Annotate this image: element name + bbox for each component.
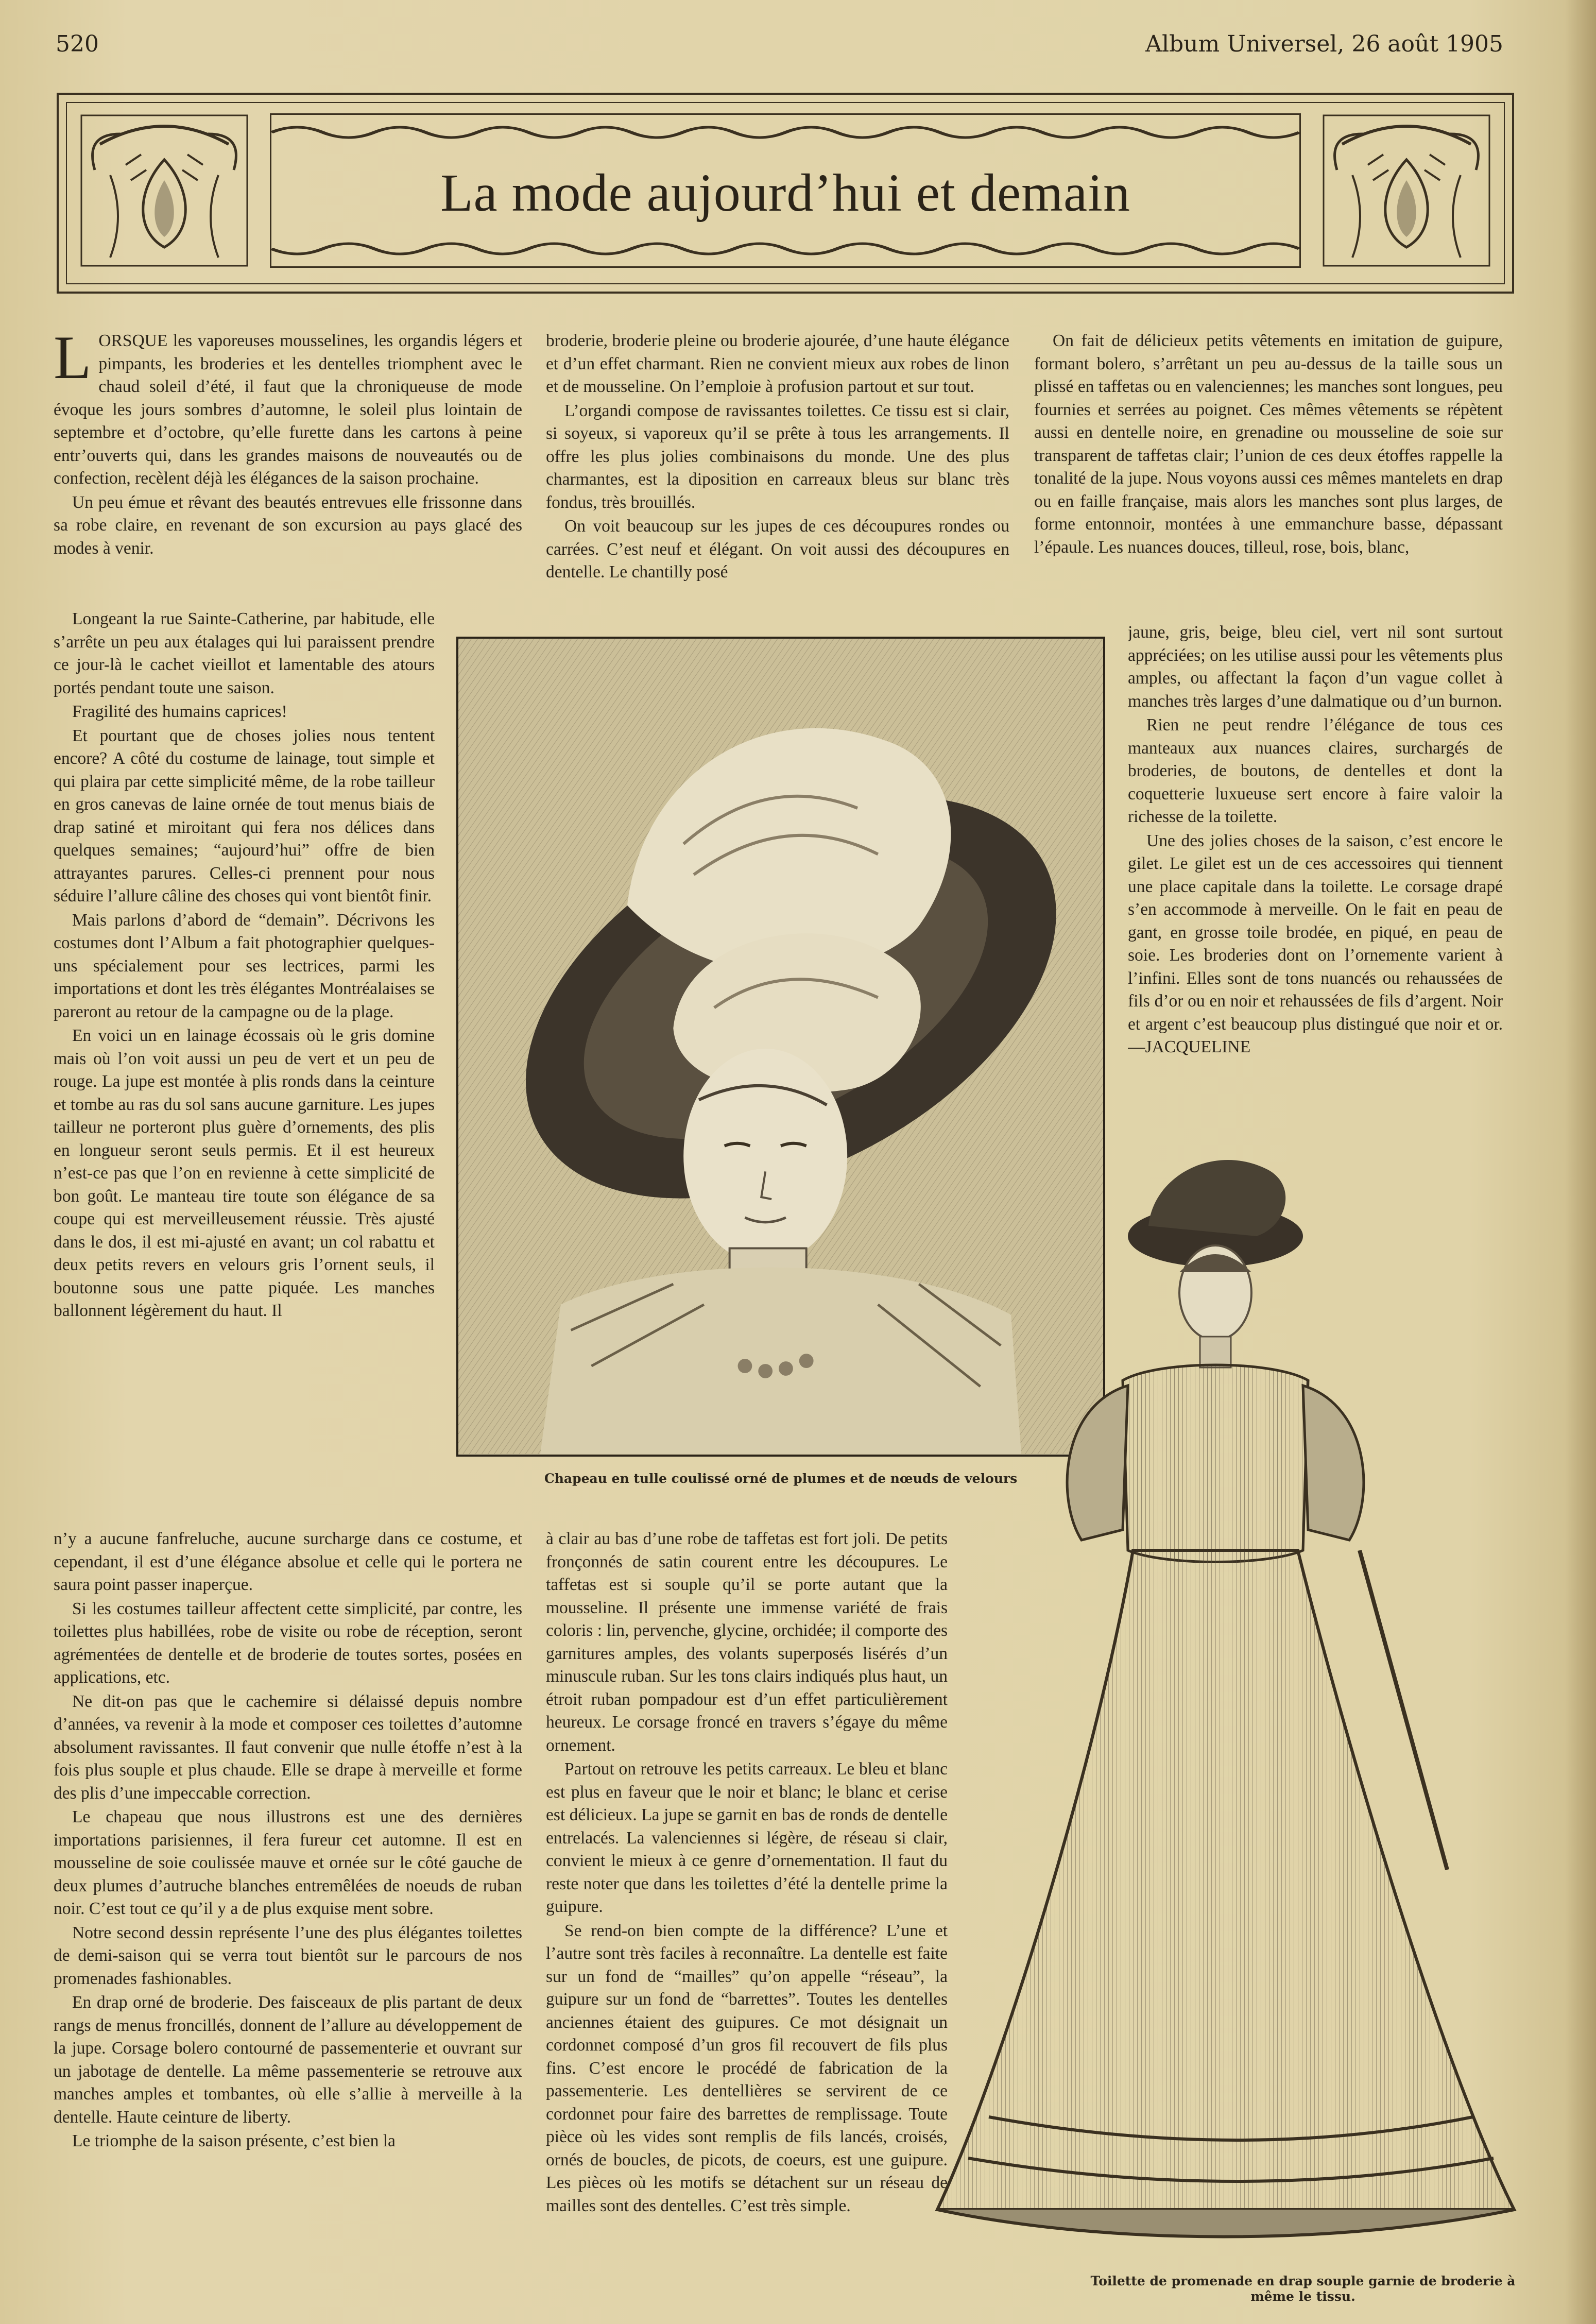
art-nouveau-ornament-left: [79, 113, 249, 268]
column-3-narrow: [1128, 621, 1503, 1152]
art-nouveau-ornament-right: [1322, 113, 1491, 268]
page-number: 520: [56, 31, 99, 57]
paragraph: L’organdi compose de ravissantes toilettes. Ce tissu est si clair, si soyeux, si vaporeux qu’il se prête à tous les arrangements. Il offre les plus jolies combinaisons du monde. Une des plus charmantes, est la diposition en carreaux bleus sur blanc très fondus, très brouillés.: [546, 401, 1009, 512]
title-banner: [57, 93, 1514, 294]
column-1-top: [54, 330, 522, 628]
paragraph: On fait de délicieux petits vêtements en imitation de guipure, formant bolero, s’arrêtant un peu au-dessus de la taille sous un plissé en taffetas ou en valenciennes; les manches sont longues, peu fournies et serrées au poignet. Ces mêmes vêtements se répètent aussi en dentelle noire, en grenadine ou mousseline de soie sur transparent de taffetas clair; l’union de ces deux étoffes rappelle la tonalité de la jupe. Nous voyons aussi ces mêmes mantelets en drap ou en faille française, mais alors les manches sont plus larges, de forme entonnoir, montées à une emmanchure basse, dépassant l’épaule. Les nuances douces, tilleul, rose, bois, blanc,: [1034, 331, 1503, 557]
paragraph: Et pourtant que de choses jolies nous tentent encore? A côté du costume de lainage, tout simple et qui plaira par cette simplicité même, de la robe tailleur en gros canevas de laine ornée de tout menus biais de drap satiné et miroitant qui fera nos délices dans quelques semaines; “aujourd’hui” offre de bien attrayantes parures. Celles-ci prennent pour nous séduire l’allure câline des choses qui vont bientôt finir.: [54, 726, 435, 905]
paragraph: Longeant la rue Sainte-Catherine, par habitude, elle s’arrête un peu aux étalages qui lui paraissent prendre ce jour-là le cachet vieillot et lamentable des atours portés pendant toute une saison.: [54, 609, 435, 697]
paragraph: Rien ne peut rendre l’élégance de tous ces manteaux aux nuances claires, surchargés de broderies, de boutons, de dentelles et dont la coquetterie luxueuse sert encore à faire valoir la richesse de la toilette.: [1128, 715, 1503, 826]
column-1-narrow: [54, 608, 435, 1530]
column-1-bottom: [54, 1528, 522, 2311]
dress-caption: Toilette de promenade en drap souple garnie de broderie à même le tissu.: [1090, 2274, 1516, 2304]
paragraph-text: ORSQUE les vaporeuses mousselines, les organdis légers et pimpants, les broderies et les dentelles triomphent avec le chaud soleil d’été, il faut que la chroniqueuse de mode évoque les jours sombres d’automne, le soleil plus lointain de septembre et d’octobre, qu’elle furette dans les cartons à peine entr’ouverts qui, dans les grandes maisons de nouveautés ou de confection, recèlent déjà les élégances de la saison prochaine.: [54, 331, 522, 488]
paragraph: En voici un en lainage écossais où le gris domine mais où l’on voit aussi un peu de vert et un peu de rouge. La jupe est montée à plis ronds dans la ceinture et tombe au ras du sol sans aucune garniture. Les jupes tailleur ne porteront plus guère d’ornements, des plis en longueur seront seuls permis. Et il est heureux n’est-ce pas que l’on en revienne à cette simplicité de bon goût. Le manteau tire toute son élégance de sa coupe qui est merveilleusement réussie. Très ajusté dans le dos, il est mi-ajusté en avant; un col rabattu et deux petits revers en velours gris l’ornent seuls, il boutonne sous une patte piquée. Les manches ballonnent légèrement du haut. Il: [54, 1026, 435, 1320]
title-box: [270, 113, 1301, 268]
paragraph: Si les costumes tailleur affectent cette simplicité, par contre, les toilettes plus habillées, robe de visite ou robe de réception, seront agrémentées de dentelle et de broderie de toutes sortes, posées en applications, etc.: [54, 1599, 522, 1687]
paragraph: n’y a aucune fanfreluche, aucune surcharge dans ce costume, et cependant, il est d’une élégance absolue et celle qui le portera ne saura point passer inaperçue.: [54, 1529, 522, 1594]
column-2-top: [546, 330, 1009, 628]
paragraph: Ne dit-on pas que le cachemire si délaissé depuis nombre d’années, va revenir à la mode et composer ces toilettes d’automne absolument ravissantes. Il faut convenir que nulle étoffe n’est à la fois plus souple et plus chaude. Elle se drape à merveille et forme des plis d’une impeccable correction.: [54, 1691, 522, 1803]
paragraph: Le chapeau que nous illustrons est une des dernières importations parisiennes, il fera fureur cet automne. Il est en mousseline de soie coulissée mauve et ornée sur le côté gauche de deux plumes d’autruche blanches entremêlées de noeuds de ruban noir. C’est tout ce qu’il y a de plus exquise ment sobre.: [54, 1807, 522, 1918]
paragraph: Le triomphe de la saison présente, c’est bien la: [72, 2131, 396, 2150]
drop-cap: L: [54, 330, 92, 391]
paragraph: Partout on retrouve les petits carreaux. Le bleu et blanc est plus en faveur que le noir et blanc; le blanc et cerise est délicieux. La jupe se garnit en bas de ronds de dentelle entrelacés. La valenciennes si légère, de réseau si clair, convient le mieux à ce genre d’ornementation. Il faut du reste noter que dans les toilettes d’été la dentelle prime la guipure.: [546, 1759, 948, 1916]
column-3-top: [1034, 330, 1503, 623]
hat-caption: Chapeau en tulle coulissé orné de plumes et de nœuds de velours: [544, 1471, 1018, 1486]
paragraph: Notre second dessin représente l’une des plus élégantes toilettes de demi-saison qui se verra tout bientôt sur le parcours de nos promenades fashionables.: [54, 1923, 522, 1988]
publication-date: Album Universel, 26 août 1905: [1145, 31, 1503, 57]
paragraph: On voit beaucoup sur les jupes de ces découpures rondes ou carrées. C’est neuf et élégant. On voit aussi des découpures en dentelle. Le chantilly posé: [546, 517, 1009, 582]
article-title: La mode aujourd’hui et demain: [440, 163, 1131, 223]
paragraph: Une des jolies choses de la saison, c’est encore le gilet. Le gilet est un de ces accessoires qui tiennent une place capitale dans la toilette. Le corsage drapé s’en accommode à merveille. On le fait en peau de gant, en grosse toile brodée, en piqué, en peau de soie. Les broderies dont on l’ornemente varient à l’infini. Elles sont de tons nuancés ou rehaussées de fils d’or ou en noir et rehaussées de fils d’argent. Noir et argent c’est beaucoup plus distingué que noir et or.—JACQUELINE: [1128, 831, 1503, 1056]
dress-illustration: [927, 1138, 1535, 2266]
title-bottom-ornament: [271, 236, 1299, 261]
paragraph: [54, 330, 522, 490]
paragraph: Mais parlons d’abord de “demain”. Décrivons les costumes dont l’Album a fait photographier quelques-uns spécialement pour ses lectrices, parmi les importations et dont les très élégantes Montréalaises se pareront au retour de la campagne ou de la plage.: [54, 910, 435, 1021]
page-spine-shadow: [1565, 0, 1596, 2324]
column-2-bottom: [546, 1528, 948, 2300]
paragraph: Un peu émue et rêvant des beautés entrevues elle frissonne dans sa robe claire, en revenant de son excursion au pays glacé des modes à venir.: [54, 492, 522, 558]
paragraph: à clair au bas d’une robe de taffetas est fort joli. De petits fronçonnés de satin courent entre les découpures. Le taffetas est si souple qu’il se porte autant que la mousseline. Il présente une immense variété de frais coloris : lin, pervenche, glycine, orchidée; il comporte des garnitures amples, des volants superposés lisérés d’un minuscule ruban. Sur les tons clairs indiqués plus haut, un étroit ruban pompadour est d’un effet particulièrement heureux. Le corsage froncé en travers s’égaye du même ornement.: [546, 1529, 948, 1755]
paragraph: Se rend-on bien compte de la différence? L’une et l’autre sont très faciles à reconnaître. La dentelle est faite sur un fond de “mailles” qu’on appelle “réseau”, la guipure sur un fond de “barrettes”. Toutes les dentelles anciennes étaient des guipures. Ce mot désignait un cordonnet composé d’un gros fil recouvert de fils plus fins. C’est encore le procédé de fabrication de la passementerie. Les dentellières se servirent de ce cordonnet pour faire des barrettes de remplissage. Toute pièce où les vides sont remplis de fils lancés, croisés, ornés de boucles, de picots, de coeurs, est une guipure. Les pièces où les motifs se détachent sur un réseau de mailles sont des dentelles. C’est très simple.: [546, 1921, 948, 2215]
paragraph: jaune, gris, beige, bleu ciel, vert nil sont surtout appréciées; on les utilise aussi pour les vêtements plus amples, ou affectant la façon d’un vague collet à manches très larges d’une dalmatique ou d’un burnon.: [1128, 623, 1503, 711]
title-top-ornament: [271, 120, 1299, 145]
paragraph: En drap orné de broderie. Des faisceaux de plis partant de deux rangs de menus froncillés, donnent de l’allure au développement de la jupe. Corsage bolero contourné de passementerie et ouvrant sur un jabotage de dentelle. La même passementerie se retrouve aux manches amples et tombantes, où elle s’allie à merveille à la dentelle. Haute ceinture de liberty.: [54, 1993, 522, 2127]
paragraph: broderie, broderie pleine ou broderie ajourée, d’une haute élégance et d’un effet charmant. Rien ne convient mieux aux robes de linon et de mousseline. On l’emploie à profusion partout et sur tout.: [546, 331, 1009, 396]
paragraph: Fragilité des humains caprices!: [72, 702, 287, 721]
